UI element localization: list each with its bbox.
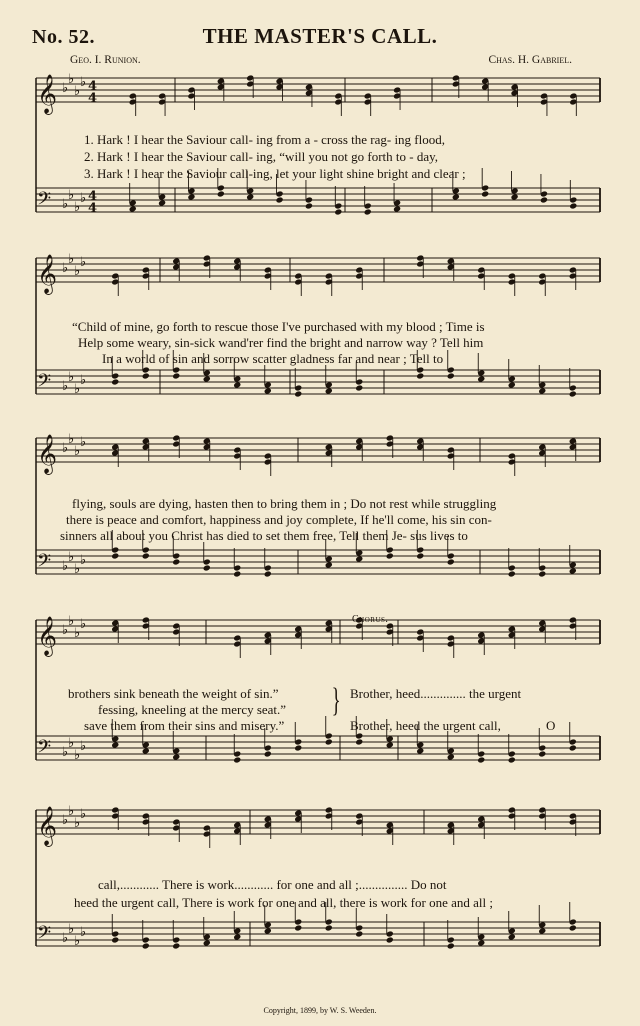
flat-sign-icon: ♭: [74, 264, 81, 279]
flat-sign-icon: ♭: [80, 75, 87, 90]
notehead: [129, 205, 137, 212]
flat-sign-icon: ♭: [80, 435, 87, 450]
flat-sign-icon: ♭: [74, 382, 81, 397]
notehead: [264, 387, 272, 394]
notehead: [172, 942, 180, 949]
system2-lyric-3: In a world of sin and sorrow scatter gladness far and near ; Tell to: [102, 351, 444, 366]
flat-sign-icon: ♭: [80, 191, 87, 206]
notehead: [386, 741, 394, 748]
flat-sign-icon: ♭: [74, 626, 81, 641]
notehead: [203, 564, 211, 571]
notehead: [264, 570, 272, 577]
notehead: [569, 567, 577, 574]
hymn-title: THE MASTER'S CALL.: [202, 24, 438, 48]
notehead: [246, 193, 254, 200]
notehead: [325, 738, 333, 745]
system4-lyric-3: save them from their sins and misery.”: [84, 718, 285, 733]
notehead: [172, 558, 180, 565]
notehead: [508, 756, 516, 763]
flat-sign-icon: ♭: [74, 444, 81, 459]
flat-sign-icon: ♭: [80, 617, 87, 632]
bass-clef-icon: 𝄢: [37, 371, 52, 396]
notehead: [447, 942, 455, 949]
notehead: [569, 202, 577, 209]
flat-sign-icon: ♭: [62, 931, 69, 946]
notehead: [325, 387, 333, 394]
notehead: [538, 927, 546, 934]
flat-sign-icon: ♭: [80, 807, 87, 822]
notehead: [294, 390, 302, 397]
flat-sign-icon: ♭: [74, 934, 81, 949]
flat-sign-icon: ♭: [62, 81, 69, 96]
flat-sign-icon: ♭: [74, 562, 81, 577]
system3-lyric-3: sinners all about you Christ has died to set them free, Tell them Je- sus lives to: [60, 528, 468, 543]
notehead: [393, 205, 401, 212]
bass-clef-icon: 𝄢: [37, 923, 52, 948]
notehead: [447, 753, 455, 760]
chorus-lyric-lower-end: O: [546, 718, 556, 733]
notehead: [508, 933, 516, 940]
system2-lyric-2: Help some weary, sin-sick wand'rer find the bright and narrow way ? Tell him: [78, 335, 484, 350]
flat-sign-icon: ♭: [74, 200, 81, 215]
hymn-number: No. 52.: [32, 26, 95, 48]
flat-sign-icon: ♭: [80, 925, 87, 940]
flat-sign-icon: ♭: [74, 816, 81, 831]
notehead: [538, 387, 546, 394]
notehead: [111, 378, 119, 385]
notehead: [294, 924, 302, 931]
verse-1-line: 1. Hark ! I hear the Saviour call- ing from a - cross the rag- ing flood,: [84, 132, 445, 147]
lyricist-credit: Geo. I. Runion.: [70, 54, 141, 66]
notehead: [203, 939, 211, 946]
notehead: [569, 390, 577, 397]
flat-sign-icon: ♭: [68, 614, 75, 629]
flat-sign-icon: ♭: [74, 748, 81, 763]
time-sig-top: 4: [88, 189, 98, 204]
notehead: [111, 552, 119, 559]
flat-sign-icon: ♭: [62, 379, 69, 394]
notehead: [233, 933, 241, 940]
flat-sign-icon: ♭: [68, 804, 75, 819]
system3-lyric-2: there is peace and comfort, happiness and joy complete, If he'll come, his sin con-: [66, 512, 492, 527]
notehead: [569, 924, 577, 931]
flat-sign-icon: ♭: [74, 84, 81, 99]
notehead: [538, 570, 546, 577]
flat-sign-icon: ♭: [68, 188, 75, 203]
notehead: [538, 750, 546, 757]
notehead: [355, 555, 363, 562]
notehead: [416, 372, 424, 379]
notehead: [305, 202, 313, 209]
notehead: [447, 372, 455, 379]
flat-sign-icon: ♭: [68, 432, 75, 447]
notehead: [217, 190, 225, 197]
notehead: [294, 744, 302, 751]
notehead: [264, 927, 272, 934]
treble-clef-icon: 𝄞: [37, 806, 58, 846]
treble-clef-icon: 𝄞: [37, 434, 58, 474]
time-sig-bottom: 4: [88, 201, 98, 216]
flat-sign-icon: ♭: [62, 197, 69, 212]
flat-sign-icon: ♭: [80, 255, 87, 270]
notehead: [511, 193, 519, 200]
notehead: [233, 570, 241, 577]
flat-sign-icon: ♭: [80, 373, 87, 388]
notehead: [508, 570, 516, 577]
flat-sign-icon: ♭: [68, 370, 75, 385]
notehead: [172, 372, 180, 379]
notehead: [386, 936, 394, 943]
notehead: [355, 384, 363, 391]
notehead: [477, 939, 485, 946]
notehead: [158, 199, 166, 206]
notehead: [233, 756, 241, 763]
flat-sign-icon: ♭: [62, 441, 69, 456]
flat-sign-icon: ♭: [62, 261, 69, 276]
flat-sign-icon: ♭: [62, 745, 69, 760]
notehead: [264, 750, 272, 757]
notehead: [142, 942, 150, 949]
notehead: [355, 930, 363, 937]
bass-clef-icon: 𝄢: [37, 737, 52, 762]
notehead: [508, 381, 516, 388]
flat-sign-icon: ♭: [68, 736, 75, 751]
notehead: [325, 924, 333, 931]
system5-lyric-lower: heed the urgent call, There is work for one and all, there is work for one and all ;: [74, 895, 493, 910]
system4-lyric-2: fessing, kneeling at the mercy seat.”: [98, 702, 287, 717]
notehead: [447, 558, 455, 565]
chorus-label: Chorus.: [352, 614, 389, 625]
copyright-notice: Copyright, 1899, by W. S. Weeden.: [263, 1006, 377, 1015]
notehead: [142, 747, 150, 754]
notehead: [334, 208, 342, 215]
time-sig-bottom: 4: [88, 91, 98, 106]
treble-clef-icon: 𝄞: [37, 616, 58, 656]
flat-sign-icon: ♭: [68, 252, 75, 267]
chorus-lyric-lower: Brother, heed the urgent call,: [350, 718, 501, 733]
notehead: [416, 747, 424, 754]
time-sig-top: 4: [88, 79, 98, 94]
notehead: [233, 381, 241, 388]
notehead: [203, 375, 211, 382]
bass-clef-icon: 𝄢: [37, 551, 52, 576]
notehead: [111, 741, 119, 748]
notehead: [416, 552, 424, 559]
treble-clef-icon: 𝄞: [37, 74, 58, 114]
notehead: [172, 753, 180, 760]
notehead: [569, 744, 577, 751]
composer-credit: Chas. H. Gabriel.: [488, 54, 572, 66]
notehead: [111, 936, 119, 943]
verse-2-line: 2. Hark ! I hear the Saviour call- ing, “will you not go forth to - day,: [84, 149, 439, 164]
flat-sign-icon: ♭: [68, 922, 75, 937]
system2-lyric-1: “Child of mine, go forth to rescue those I've purchased with my blood ; Time is: [72, 319, 485, 334]
notehead: [540, 196, 548, 203]
notehead: [481, 190, 489, 197]
verse-brace: }: [331, 682, 341, 719]
flat-sign-icon: ♭: [68, 550, 75, 565]
flat-sign-icon: ♭: [80, 553, 87, 568]
flat-sign-icon: ♭: [68, 72, 75, 87]
notehead: [276, 196, 284, 203]
system5-lyric-upper: call,............ There is work............ for one and all ;............... Do not: [98, 877, 447, 892]
flat-sign-icon: ♭: [62, 813, 69, 828]
notehead: [364, 208, 372, 215]
notehead: [477, 375, 485, 382]
system3-lyric-1: flying, souls are dying, hasten then to bring them in ; Do not rest while struggling: [72, 496, 497, 511]
bass-clef-icon: 𝄢: [37, 189, 52, 214]
flat-sign-icon: ♭: [62, 623, 69, 638]
flat-sign-icon: ♭: [62, 559, 69, 574]
notehead: [386, 552, 394, 559]
notehead: [452, 193, 460, 200]
notehead: [142, 552, 150, 559]
system4-lyric-1: brothers sink beneath the weight of sin.”: [68, 686, 279, 701]
notehead: [355, 738, 363, 745]
verse-3-line: 3. Hark ! I hear the Saviour call-ing, let your light shine bright and clear ;: [84, 166, 466, 181]
flat-sign-icon: ♭: [80, 739, 87, 754]
notehead: [325, 561, 333, 568]
notehead: [142, 372, 150, 379]
chorus-lyric-upper: Brother, heed.............. the urgent: [350, 686, 522, 701]
notehead: [477, 756, 485, 763]
treble-clef-icon: 𝄞: [37, 254, 58, 294]
notehead: [187, 193, 195, 200]
